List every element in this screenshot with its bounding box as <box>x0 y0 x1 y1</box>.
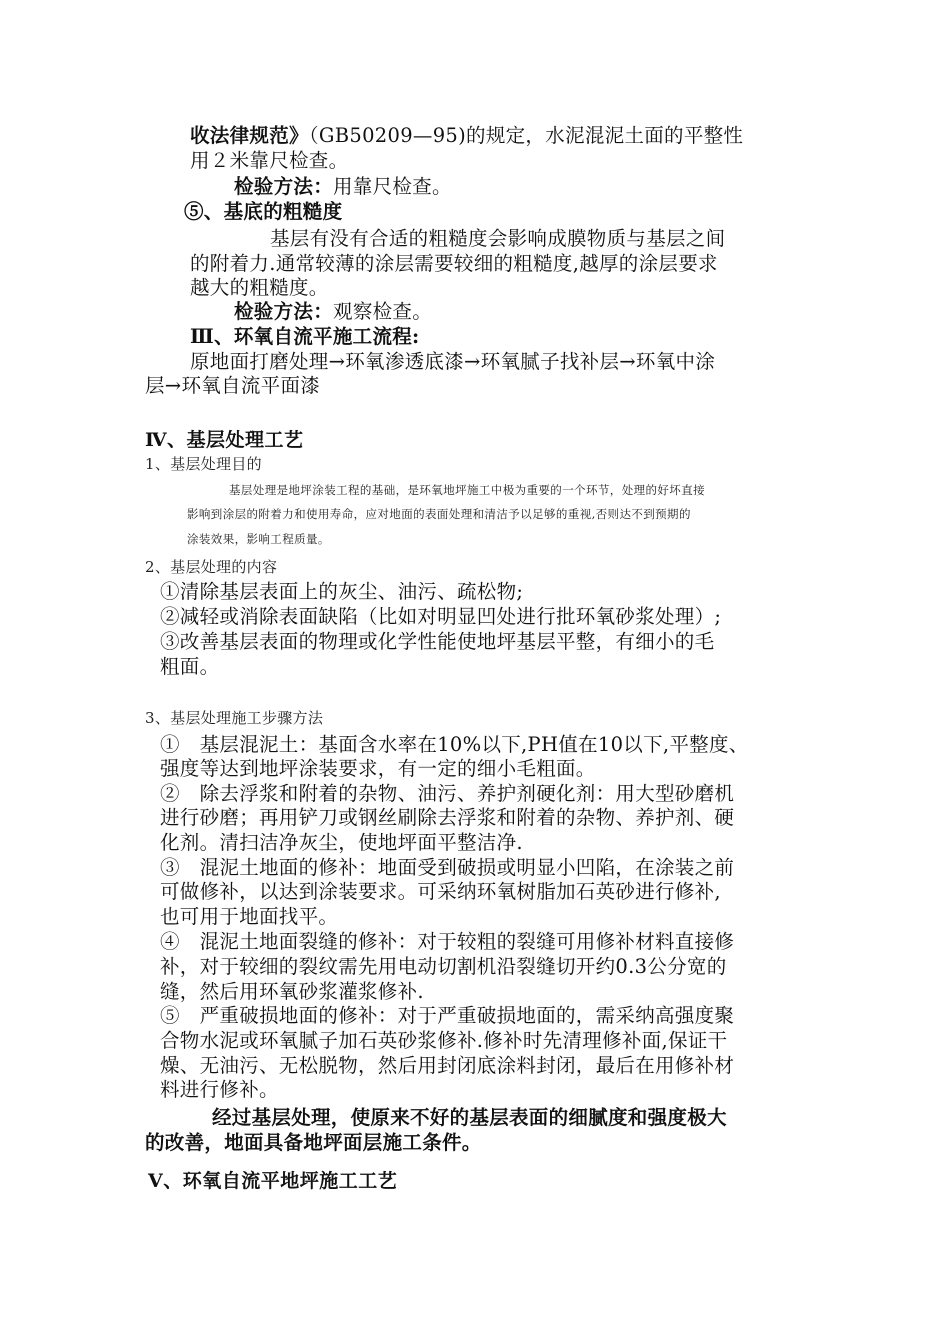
step-1-line: ① 基层混泥土：基面含水率在10%以下,PH值在10以下,平整度、 <box>160 733 749 756</box>
treatment-purpose-heading: 1、基层处理目的 <box>145 455 262 473</box>
step-3-line: ③ 混泥土地面的修补：地面受到破损或明显小凹陷，在涂装之前 <box>160 856 735 879</box>
roughness-paragraph-line: 越大的粗糙度。 <box>190 276 329 299</box>
step-2-line: ② 除去浮浆和附着的杂物、油污、养护剂硬化剂：用大型砂磨机 <box>160 782 735 805</box>
treatment-purpose-line: 涂装效果，影响工程质量。 <box>187 532 330 546</box>
inspection-method-label: 检验方法： <box>234 300 334 323</box>
construction-flow-heading: Ⅲ、环氧自流平施工流程: <box>190 325 420 348</box>
base-treatment-heading: Ⅳ、基层处理工艺 <box>145 429 304 451</box>
treatment-content-item: ①清除基层表面上的灰尘、油污、疏松物; <box>160 580 524 603</box>
inspection-method-1 <box>234 175 452 199</box>
inspection-method-label: 检验方法： <box>234 175 334 198</box>
roughness-heading: ⑤、基底的粗糙度 <box>184 200 343 223</box>
ruler-check-line: 用２米靠尺检查。 <box>190 149 349 172</box>
construction-flow-line: 层→环氧自流平面漆 <box>145 374 321 397</box>
step-4-line: 补，对于较细的裂纹需先用电动切割机沿裂缝切开约0.3公分宽的 <box>160 955 727 978</box>
step-3-line: 也可用于地面找平。 <box>160 905 339 928</box>
treatment-purpose-line: 影响到涂层的附着力和使用寿命，应对地面的表面处理和清洁予以足够的重视,否则达不到预期的 <box>187 507 691 521</box>
roughness-paragraph-line: 的附着力.通常较薄的涂层需要较细的粗糙度,越厚的涂层要求 <box>190 252 718 275</box>
conclusion-line: 经过基层处理，使原来不好的基层表面的细腻度和强度极大 <box>212 1106 727 1129</box>
treatment-steps-heading: 3、基层处理施工步骤方法 <box>145 709 324 727</box>
step-5-line: 燥、无油污、无松脱物，然后用封闭底涂料封闭，最后在用修补材 <box>160 1054 735 1077</box>
step-5-line: 合物水泥或环氧腻子加石英砂浆修补.修补时先清理修补面,保证干 <box>160 1029 728 1052</box>
step-1-line: 强度等达到地坪涂装要求，有一定的细小毛粗面。 <box>160 757 596 780</box>
self-leveling-process-heading: Ⅴ、环氧自流平地坪施工工艺 <box>148 1170 398 1192</box>
inspection-method-value: 观察检查。 <box>333 300 433 323</box>
step-5-line: ⑤ 严重破损地面的修补：对于严重破损地面的，需采纳高强度聚 <box>160 1004 735 1027</box>
construction-flow-line: 原地面打磨处理→环氧渗透底漆→环氧腻子找补层→环氧中涂 <box>190 350 716 373</box>
step-4-line: 缝，然后用环氧砂浆灌浆修补. <box>160 980 424 1003</box>
treatment-content-item: ②减轻或消除表面缺陷（比如对明显凹处进行批环氧砂浆处理）; <box>160 605 722 628</box>
treatment-content-heading: 2、基层处理的内容 <box>145 558 278 576</box>
inspection-method-value: 用靠尺检查。 <box>333 175 452 198</box>
conclusion-line: 的改善，地面具备地坪面层施工条件。 <box>145 1131 482 1154</box>
roughness-paragraph-line: 基层有没有合适的粗糙度会影响成膜物质与基层之间 <box>270 227 726 250</box>
treatment-content-item-continued: 粗面。 <box>160 655 220 678</box>
step-2-line: 化剂。清扫洁净灰尘，使地坪面平整洁净. <box>160 831 523 854</box>
standard-reference-line <box>190 124 743 148</box>
step-5-line: 料进行修补。 <box>160 1078 279 1101</box>
inspection-method-2 <box>234 300 432 324</box>
treatment-purpose-line: 基层处理是地坪涂装工程的基础，是环氧地坪施工中极为重要的一个环节，处理的好坏直接 <box>229 483 705 497</box>
standard-name-bold: 收法律规范》 <box>190 124 309 147</box>
step-2-line: 进行砂磨；再用铲刀或钢丝刷除去浮浆和附着的杂物、养护剂、硬 <box>160 806 735 829</box>
treatment-content-item: ③改善基层表面的物理或化学性能使地坪基层平整，有细小的毛 <box>160 630 715 653</box>
step-4-line: ④ 混泥土地面裂缝的修补：对于较粗的裂缝可用修补材料直接修 <box>160 930 735 953</box>
step-3-line: 可做修补，以达到涂装要求。可采纳环氧树脂加石英砂进行修补, <box>160 880 721 903</box>
standard-reference-text: （GB50209—95)的规定，水泥混泥土面的平整性 <box>308 124 744 147</box>
